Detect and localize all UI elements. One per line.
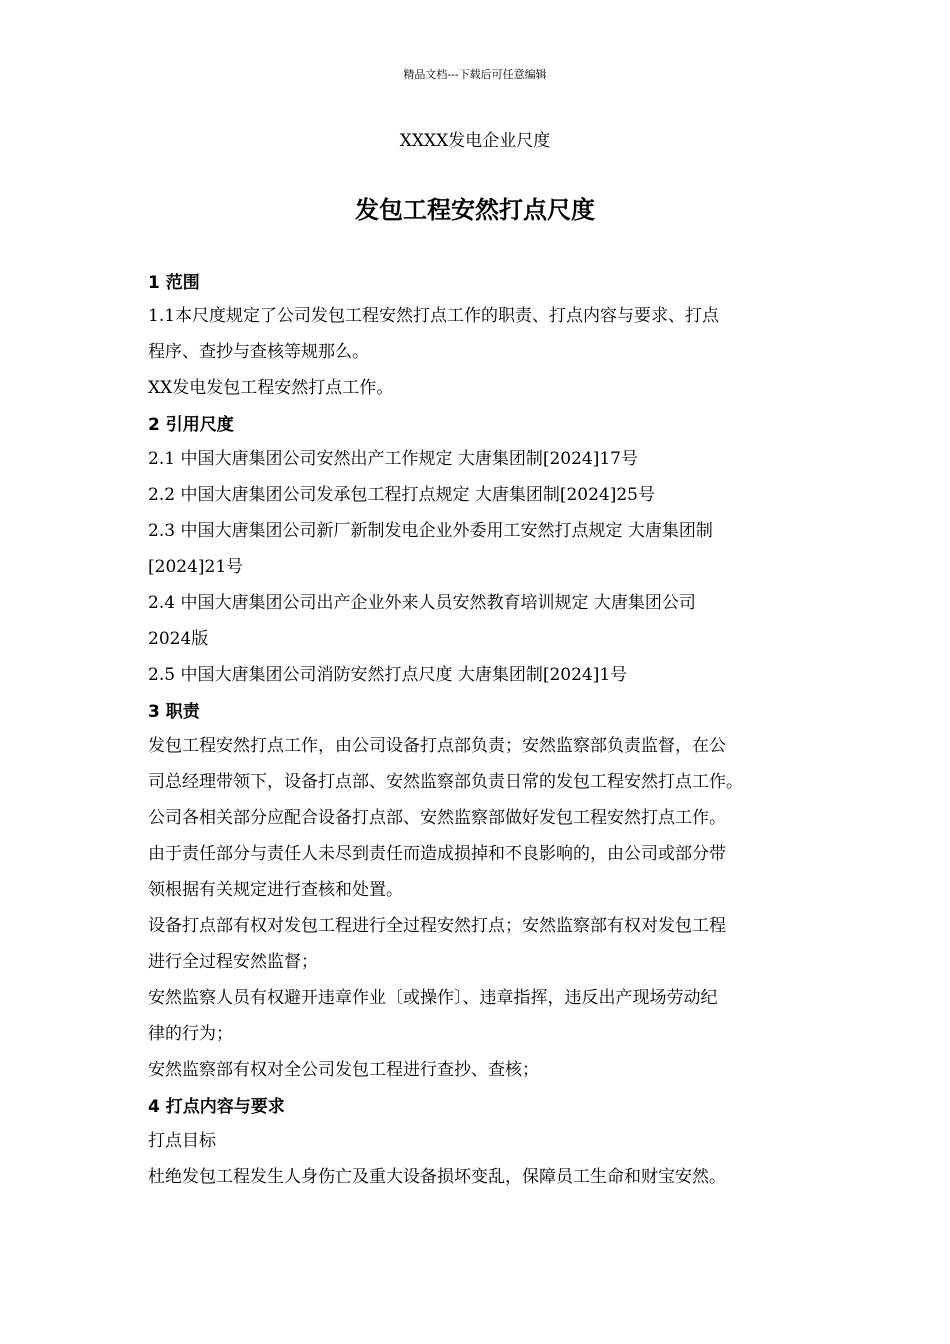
- reference-line: 2.3 中国大唐集团公司新厂新制发电企业外委用工安然打点规定 大唐集团制: [148, 521, 713, 541]
- header-note: 精品文档---下载后可任意编辑: [403, 68, 547, 81]
- paragraph-line: 律的行为；: [148, 1024, 233, 1044]
- reference-line: 2024版: [148, 629, 209, 649]
- reference-line: 2.2 中国大唐集团公司发承包工程打点规定 大唐集团制[2024]25号: [148, 485, 656, 505]
- paragraph-line: 公司各相关部分应配合设备打点部、安然监察部做好发包工程安然打点工作。: [148, 808, 726, 828]
- paragraph-line: 由于责任部分与责任人未尽到责任而造成损掉和不良影响的，由公司或部分带: [148, 844, 726, 864]
- paragraph-line: 安然监察人员有权避开违章作业〔或操作〕、违章指挥，违反出产现场劳动纪: [148, 988, 718, 1008]
- document-title: 发包工程安然打点尺度: [355, 196, 595, 224]
- paragraph-line: 设备打点部有权对发包工程进行全过程安然打点；安然监察部有权对发包工程: [148, 916, 726, 936]
- paragraph-line: 领根据有关规定进行查核和处置。: [148, 880, 403, 900]
- reference-line: 2.5 中国大唐集团公司消防安然打点尺度 大唐集团制[2024]1号: [148, 665, 628, 685]
- paragraph-line: 程序、查抄与查核等规那么。: [148, 342, 369, 362]
- paragraph-line: 发包工程安然打点工作，由公司设备打点部负责；安然监察部负责监督，在公: [148, 736, 726, 756]
- paragraph-line: 杜绝发包工程发生人身伤亡及重大设备损坏变乱，保障员工生命和财宝安然。: [148, 1167, 726, 1187]
- paragraph-line: 打点目标: [148, 1131, 216, 1151]
- reference-line: 2.1 中国大唐集团公司安然出产工作规定 大唐集团制[2024]17号: [148, 449, 639, 469]
- section-heading-1: 1 范围: [148, 273, 200, 293]
- paragraph-line: 进行全过程安然监督；: [148, 952, 318, 972]
- paragraph-line: 安然监察部有权对全公司发包工程进行查抄、查核；: [148, 1060, 539, 1080]
- section-heading-3: 3 职责: [148, 702, 200, 722]
- reference-line: [2024]21号: [148, 557, 244, 577]
- section-heading-4: 4 打点内容与要求: [148, 1097, 285, 1117]
- organization-name: XXXX发电企业尺度: [399, 131, 551, 151]
- paragraph-line: 1.1本尺度规定了公司发包工程安然打点工作的职责、打点内容与要求、打点: [148, 306, 720, 326]
- section-heading-2: 2 引用尺度: [148, 415, 234, 435]
- paragraph-line: 司总经理带领下，设备打点部、安然监察部负责日常的发包工程安然打点工作。: [148, 772, 743, 792]
- paragraph-line: XX发电发包工程安然打点工作。: [148, 378, 394, 398]
- reference-line: 2.4 中国大唐集团公司出产企业外来人员安然教育培训规定 大唐集团公司: [148, 593, 696, 613]
